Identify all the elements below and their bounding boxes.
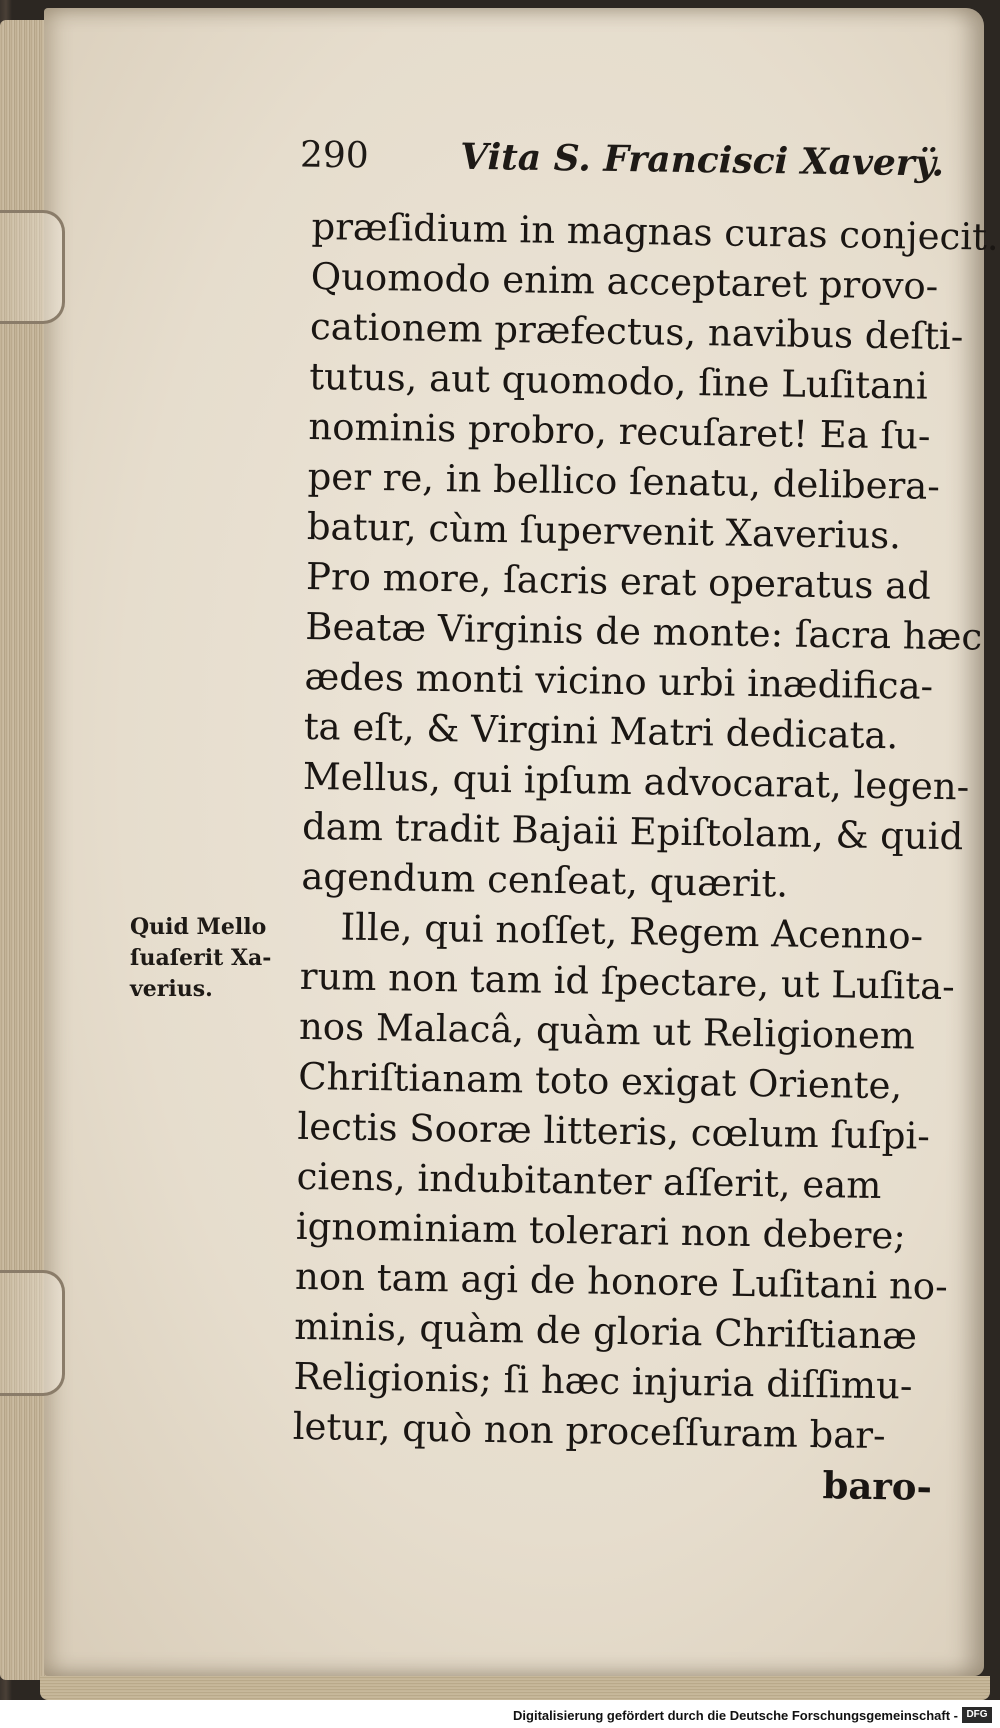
text-line: dam tradit Bajaii Epiſtolam, & quid: [301, 804, 964, 859]
footer-bar: [0, 1700, 1000, 1728]
page-bottom-edge: [40, 1676, 990, 1700]
marginal-note: [130, 912, 300, 1005]
text-line: Pro more, ſacris erat operatus ad: [305, 554, 932, 608]
page-clip-top: [0, 210, 65, 324]
marginal-note-line: ſuaſerit Xa-: [130, 945, 272, 971]
text-line: rum non tam id ſpectare, ut Luſita-: [299, 954, 956, 1009]
text-line: nominis probro, recuſaret! Ea ſu-: [308, 404, 931, 458]
text-line: letur, quò non proceſſuram bar-: [292, 1404, 886, 1458]
catchword: baro-: [822, 1463, 933, 1509]
text-line: minis, quàm de gloria Chriſtianæ: [293, 1304, 918, 1358]
text-line: Chriſtianam toto exigat Oriente,: [297, 1054, 903, 1108]
text-line: cationem præfectus, navibus deſti-: [309, 304, 964, 359]
text-line: ta eſt, & Virgini Matri dedicata.: [303, 704, 899, 758]
paragraph-start-line: Ille, qui noſſet, Regem Acenno-: [340, 905, 924, 958]
text-line: nos Malacâ, quàm ut Religionem: [298, 1004, 916, 1058]
text-line: per re, in bellico ſenatu, delibera-: [307, 454, 941, 508]
text-line: ædes monti vicino urbi inædifica-: [304, 654, 934, 708]
text-line: Mellus, qui ipſum advocarat, legen-: [302, 754, 970, 809]
text-line: Quomodo enim acceptaret provo-: [310, 254, 939, 308]
marginal-note-line: verius.: [130, 976, 213, 1002]
text-line: ignominiam tolerari non debere;: [295, 1204, 907, 1258]
text-line: præſidium in magnas curas conjecit.: [311, 204, 1000, 259]
running-title: Vita S. Francisci Xaverÿ.: [459, 135, 945, 185]
body-text: [292, 202, 1000, 1512]
running-head: [299, 134, 945, 185]
text-line: non tam agi de honore Luſitani no-: [294, 1254, 948, 1309]
text-line: Religionis; ſi hæc injuria diſſimu-: [293, 1354, 913, 1408]
page-number: 290: [299, 134, 370, 177]
text-line: Beatæ Virginis de monte: ſacra hæc: [304, 604, 983, 659]
text-line: ciens, indubitanter aſſerit, eam: [296, 1154, 882, 1208]
digitization-credit: Digitalisierung gefördert durch die Deutsche Forschungsgemeinschaft -: [513, 1708, 958, 1723]
text-line: batur, cùm ſupervenit Xaverius.: [306, 504, 902, 558]
dfg-logo: DFG: [962, 1707, 992, 1723]
text-line: tutus, aut quomodo, ſine Luſitani: [308, 354, 929, 408]
marginal-note-line: Quid Mello: [130, 914, 267, 940]
text-line: agendum cenſeat, quærit.: [301, 854, 789, 906]
text-line: lectis Sooræ litteris, cœlum ſuſpi-: [297, 1104, 931, 1158]
page-clip-bottom: [0, 1270, 65, 1396]
